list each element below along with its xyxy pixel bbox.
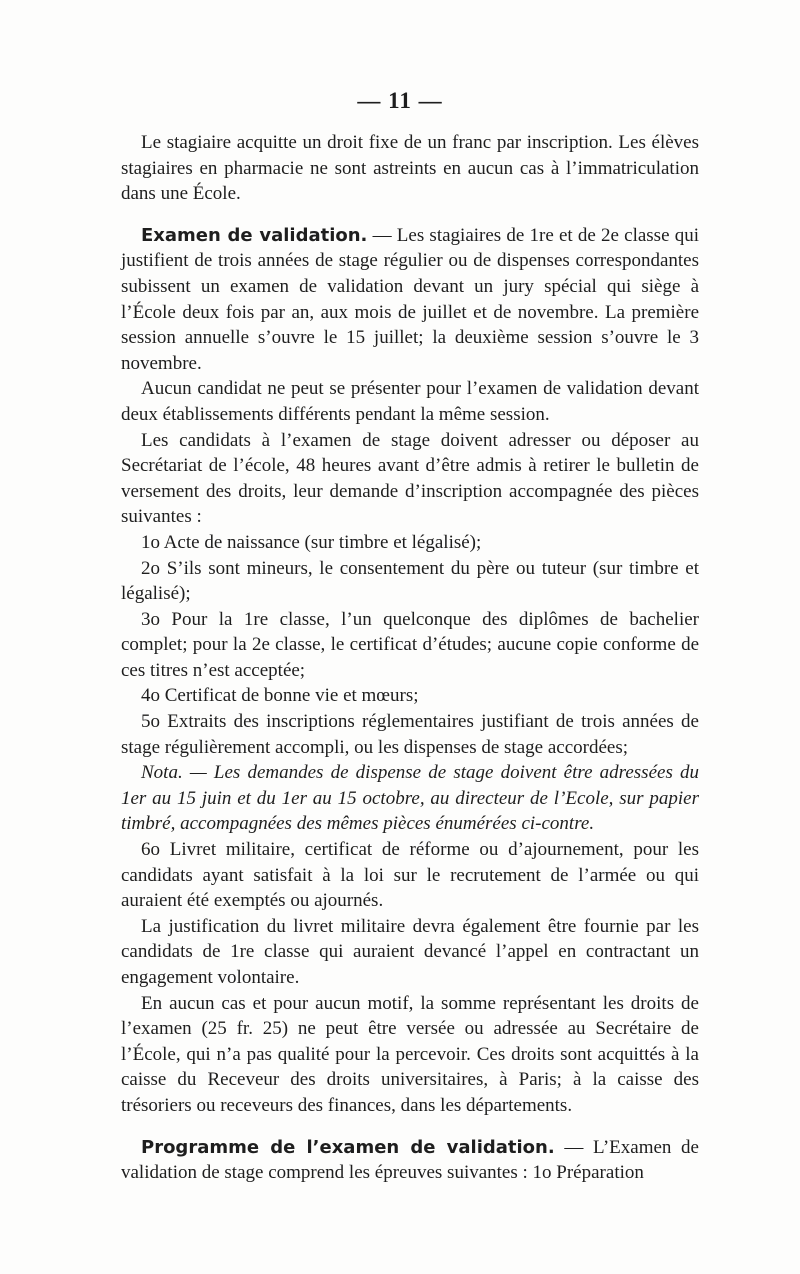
paragraph-fee: Le stagiaire acquitte un droit fixe de un franc par inscription. Les élèves stagiaires en pharmacie ne sont astreints en aucun cas à l’immatriculation dans une École.	[121, 132, 699, 205]
list-item-acte-naissance: 1o Acte de naissance (sur timbre et légalisé);	[141, 531, 482, 553]
list-item-extraits: 5o Extraits des inscriptions réglementaires justifiant de trois années de stage régulièrement accompli, ou les dispenses de stage accordées;	[121, 711, 699, 758]
paragraph-justification: La justification du livret militaire devra également être fournie par les candidats de 1re classe qui auraient devancé l’appel en contractant un engagement volontaire.	[121, 915, 699, 988]
section-heading-programme: Programme de l’examen de validation.	[141, 1136, 555, 1158]
list-item-livret-militaire: 6o Livret militaire, certificat de réforme ou d’ajournement, pour les candidats ayant satisfait à la loi sur le recrutement de l’armée ou qui auraient été exemptés ou ajournés.	[121, 839, 699, 912]
section-heading-examen: Examen de validation.	[141, 224, 368, 246]
paragraph-droits: En aucun cas et pour aucun motif, la somme représentant les droits de l’examen (25 fr. 25) ne peut être versée ou adressée au Secrétaire de l’École, qui n’a pas qualité pour la percevoir. Ces droits sont acquittés à la caisse du Receveur des droits universitaires, à Paris; à la caisse des trésoriers ou receveurs des finances, dans les départements.	[121, 992, 699, 1116]
paragraph-nota: Nota. — Les demandes de dispense de stage doivent être adressées du 1er au 15 juin et du 1er au 15 octobre, au directeur de l’Ecole, sur papier timbré, accompagnées des mêmes pièces énumérées ci-contre.	[121, 762, 699, 835]
paragraph-aucun-candidat: Aucun candidat ne peut se présenter pour l’examen de validation devant deux établissements différents pendant la même session.	[121, 378, 699, 425]
list-item-mineurs: 2o S’ils sont mineurs, le consentement du père ou tuteur (sur timbre et légalisé);	[121, 557, 699, 605]
page-number: — 11 —	[357, 88, 443, 113]
paragraph-candidats: Les candidats à l’examen de stage doivent adresser ou déposer au Secrétariat de l’école, 48 heures avant d’être admis à retirer le bulletin de versement des droits, leur demande d’inscription accompagnée des pièces suivantes :	[121, 429, 699, 528]
list-item-diplomes: 3o Pour la 1re classe, l’un quelconque des diplômes de bachelier complet; pour la 2e classe, le certificat d’études; aucune copie conforme de ces titres n’est acceptée;	[121, 608, 699, 681]
paragraph-examen-text: — Les stagiaires de 1re et de 2e classe qui justifient de trois années de stage régulier ou de dispenses correspondantes subissent un examen de validation devant un jury spécial qui siège à l’École deux fois par an, aux mois de juillet et de novembre. La première session annuelle s’ouvre le 15 juillet; la deuxième session s’ouvre le 3 novembre.	[121, 224, 699, 374]
paragraph-examen-validation	[121, 223, 699, 377]
body-text	[121, 130, 699, 1186]
list-item-certificat: 4o Certificat de bonne vie et mœurs;	[141, 685, 419, 707]
paragraph-programme	[121, 1135, 699, 1186]
paragraph-programme-text: — L’Examen de validation de stage comprend les épreuves suivantes : 1o Préparation	[121, 1136, 699, 1184]
